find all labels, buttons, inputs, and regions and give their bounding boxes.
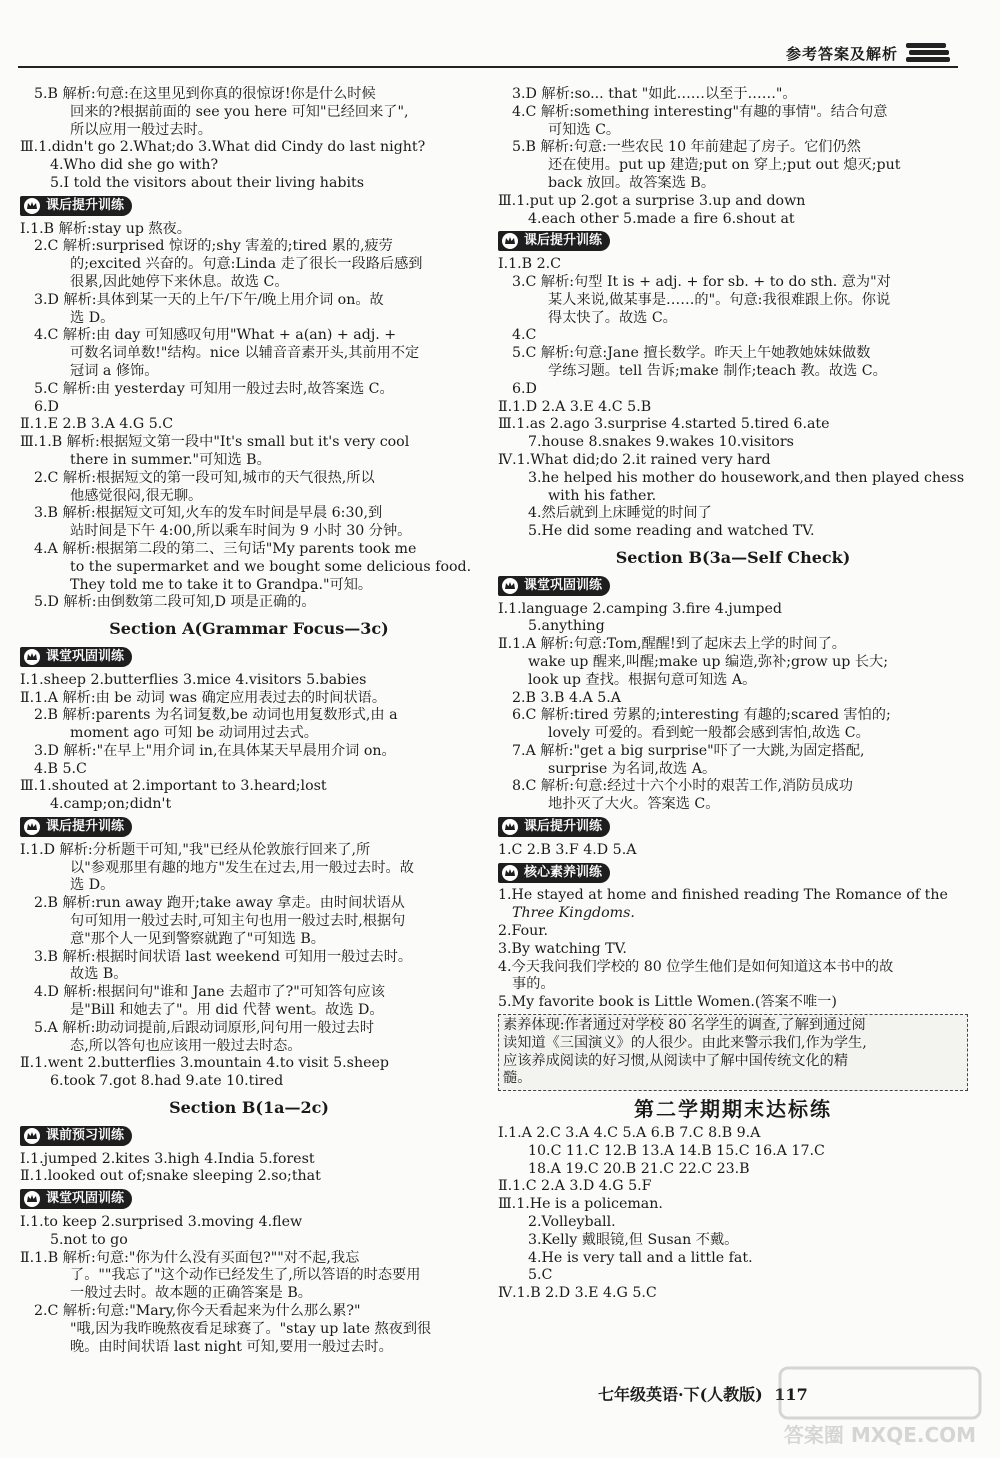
answer-line: 4.camp;on;didn't [50,796,172,813]
answer-line: 3.B 解析:根据时间状语 last weekend 可知用一般过去时。 [34,948,413,965]
answer-line: 5.B 解析:句意:一些农民 10 年前建起了房子。它们仍然 [512,139,861,156]
answer-line: Three Kingdoms. [512,905,635,922]
crown-icon [23,1127,41,1145]
answer-line: 8.C 解析:句意:经过十六个小时的艰苦工作,消防员成功 [512,778,853,795]
crown-icon [501,577,519,595]
answer-line: 可数名词单数!"结构。nice 以辅音音素开头,其前用不定 [70,345,420,362]
answer-line: 地扑灭了大火。答案选 C。 [548,796,720,813]
section-heading: Section B(3a—Self Check) [615,547,851,567]
note-line: 素养体现:作者通过对学校 80 名学生的调查,了解到通过阅 [503,1017,866,1034]
left-block-5 [20,1151,478,1187]
right-block-5 [498,887,968,1012]
note-line: 应该养成阅读的好习惯,从阅读中了解中国传统文化的精 [503,1052,849,1069]
answer-line: 4.Who did she go with? [50,157,219,174]
answer-line: 态,所以答句也应该用一般过去时态。 [70,1037,302,1054]
section-banner [498,863,610,883]
answer-line: 2.Four. [498,923,549,940]
answer-line: 4.A 解析:根据第二段的第二、三句话"My parents took me [34,540,417,557]
answer-line: 6.C 解析:tired 劳累的;interesting 有趣的;scared 害怕的; [512,707,891,724]
section-banner [20,196,132,216]
answer-line: 3.he helped his mother do housework,and then played chess [528,469,965,486]
answer-line: Ⅰ.1.jumped 2.kites 3.high 4.India 5.forest [20,1150,315,1167]
footer-book-title: 七年级英语·下(人教版) [598,1385,763,1404]
answer-line: 7.house 8.snakes 9.wakes 10.visitors [528,434,794,451]
answer-line: Ⅲ.1.put up 2.got a surprise 3.up and down [498,192,806,209]
answer-line: 5.C 解析:句意:Jane 擅长数学。昨天上午她教她妹妹做数 [512,345,871,362]
answer-line: 2.Volleyball. [528,1214,616,1231]
crown-icon [501,864,519,882]
answer-line: 还在使用。put up 建造;put on 穿上;put out 熄灭;put [548,157,901,174]
answer-line: 选 D。 [70,309,115,326]
answer-line: Ⅰ.1.to keep 2.surprised 3.moving 4.flew [20,1214,303,1231]
header-title: 参考答案及解析 [785,45,898,63]
answer-line: moment ago 可知 be 动词用过去式。 [70,725,318,742]
answer-line: 1.He stayed at home and finished reading The Romance of the [498,887,948,904]
answer-line: 一般过去时。故本题的正确答案是 B。 [70,1285,312,1302]
crown-icon [501,818,519,836]
answer-line: 4.He is very tall and a little fat. [528,1249,753,1266]
answer-line: 4.C 解析:由 day 可知感叹句用"What + a(an) + adj. + [34,327,397,344]
answer-line: surprise 为名词,故选 A。 [548,760,717,777]
answer-line: 他感觉很闷,很无聊。 [70,487,203,504]
answer-line: 4.D 解析:根据问句"谁和 Jane 去超市了?"可知答句应该 [34,984,385,1001]
answer-line: with his father. [548,487,657,504]
answer-line: to the supermarket and we bought some delicious food. [70,558,472,575]
right-block-6 [498,1125,968,1303]
answer-line: back 放回。故答案选 B。 [548,174,716,191]
banner-label: 课后提升训练 [524,233,603,249]
answer-line: Ⅰ.1.language 2.camping 3.fire 4.jumped [498,600,782,617]
answer-line: 2.B 解析:run away 跑开;take away 拿走。由时间状语从 [34,895,405,912]
section-banner [20,1189,132,1209]
answer-line: 5.My favorite book is Little Women.(答案不唯一) [498,994,837,1011]
section-heading: Section B(1a—2c) [169,1098,329,1118]
answer-line: 2.C 解析:surprised 惊讶的;shy 害羞的;tired 累的,疲劳 [34,238,393,255]
answer-line: Ⅱ.1.looked out of;snake sleeping 2.so;that [20,1168,321,1185]
answer-line: 故选 B。 [70,966,128,983]
answer-line: 5.C [528,1267,553,1284]
answer-line: Ⅲ.1.as 2.ago 3.surprise 4.started 5.tired 6.ate [498,416,830,433]
right-block-3 [498,601,968,815]
crown-icon [23,197,41,215]
answer-line: 5.B 解析:句意:在这里见到你真的很惊讶!你是什么时候 [34,86,376,102]
left-block-6 [20,1214,478,1356]
answer-line: 4.然后就到上床睡觉的时间了 [528,505,712,522]
answer-line: 5.not to go [50,1231,128,1248]
answer-line: there in summer."可知选 B。 [70,451,271,468]
answer-line: Ⅱ.1.E 2.B 3.A 4.G 5.C [20,416,174,433]
answer-line: 选 D。 [70,877,115,894]
crown-icon [23,818,41,836]
answer-line: 所以应用一般过去时。 [70,121,212,138]
banner-label: 课前预习训练 [46,1127,125,1143]
answer-line: Ⅰ.1.sheep 2.butterflies 3.mice 4.visitors 5.babies [20,671,367,688]
answer-line: look up 查找。根据句意可知选 A。 [528,671,757,688]
left-column [20,86,478,1356]
answer-line: Ⅰ.1.B 解析:stay up 熬夜。 [20,220,191,237]
crown-icon [23,648,41,666]
answer-line: Ⅳ.1.What did;do 2.it rained very hard [498,451,771,468]
crown-icon [501,232,519,250]
answer-line: Ⅱ.1.D 2.A 3.E 4.C 5.B [498,398,652,415]
banner-label: 课后提升训练 [524,819,603,835]
answer-line: 2.C 解析:根据短文的第一段可知,城市的天气很热,所以 [34,469,375,486]
left-block-2 [20,221,478,613]
right-column [498,86,968,1303]
literacy-note-box [498,1014,968,1091]
answer-line: 5.He did some reading and watched TV. [528,523,815,540]
answer-line: 学练习题。tell 告诉;make 制作;teach 教。故选 C。 [548,362,887,379]
answer-line: 6.took 7.got 8.had 9.ate 10.tired [50,1073,284,1090]
right-block-4 [498,842,968,860]
answer-line: 可知选 C。 [548,121,621,138]
answer-line: 3.C 解析:句型 It is + adj. + for sb. + to do sth. 意为"对 [512,273,891,290]
answer-line: 5.I told the visitors about their living habits [50,174,365,191]
right-block-1 [498,86,968,228]
section-banner [20,817,132,837]
answer-line: 1.C 2.B 3.F 4.D 5.A [498,841,637,858]
answer-line: 3.D 解析:具体到某一天的上午/下午/晚上用介词 on。故 [34,291,384,308]
exam-title: 第二学期期末达标练 [634,1097,832,1122]
answer-line: 5.D 解析:由倒数第二段可知,D 项是正确的。 [34,594,316,611]
answer-line: 回来的?根据前面的 see you here 可知"已经回来了", [70,103,409,120]
answer-line: 4.each other 5.made a fire 6.shout at [528,210,795,227]
right-block-2 [498,256,968,541]
answer-line: Ⅱ.1.A 解析:由 be 动词 was 确定应用表过去的时间状语。 [20,689,387,706]
answer-line: 意"那个人一见到警察就跑了"可知选 B。 [70,930,325,947]
answer-line: Ⅲ.1.He is a policeman. [498,1196,663,1213]
answer-line: 3.By watching TV. [498,940,627,957]
crown-icon [23,1190,41,1208]
section-heading: Section A(Grammar Focus—3c) [109,619,389,639]
section-banner [20,1126,132,1146]
answer-line: 4.C [512,327,537,344]
answer-line: Ⅰ.1.B 2.C [498,256,561,273]
answer-line: 某人来说,做某事是……的"。句意:我很难跟上你。你说 [548,291,891,308]
left-block-4 [20,842,478,1091]
answer-line: 4.B 5.C [34,760,87,777]
watermark-logo [770,1362,990,1452]
answer-line: Ⅲ.1.shouted at 2.important to 3.heard;lost [20,778,327,795]
answer-line: 6.D [512,380,537,397]
answer-line: 6.D [34,398,59,415]
note-line: 髓。 [503,1070,532,1087]
answer-line: Ⅲ.1.B 解析:根据短文第一段中"It's small but it's very cool [20,434,410,451]
section-banner [498,817,610,837]
answer-line: 3.B 解析:根据短文可知,火车的发车时间是早晨 6:30,到 [34,505,383,522]
answer-line: 18.A 19.C 20.B 21.C 22.C 23.B [528,1160,750,1177]
answer-line: Ⅰ.1.A 2.C 3.A 4.C 5.A 6.B 7.C 8.B 9.A [498,1125,761,1142]
answer-line: 以"参观那里有趣的地方"发生在过去,用一般过去时。故 [70,859,414,876]
banner-label: 课后提升训练 [46,197,125,213]
answer-line: 5.C 解析:由 yesterday 可知用一般过去时,故答案选 C。 [34,380,394,397]
books-icon [904,40,954,66]
answer-line: 4.今天我问我们学校的 80 位学生他们是如何知道这本书中的故 [498,958,894,975]
banner-label: 课堂巩固训练 [524,577,603,593]
section-banner [498,231,610,251]
answer-line: Ⅱ.1.B 解析:句意:"你为什么没有买面包?""对不起,我忘 [20,1249,360,1266]
left-block-1 [20,86,478,193]
banner-label: 课堂巩固训练 [46,649,125,664]
answer-line: Ⅱ.1.C 2.A 3.D 4.G 5.F [498,1178,652,1195]
left-block-3 [20,672,478,814]
answer-line: Ⅱ.1.went 2.butterflies 3.mountain 4.to visit 5.sheep [20,1055,389,1072]
banner-label: 课后提升训练 [46,819,125,835]
answer-line: 5.A 解析:助动词提前,后跟动词原形,问句用一般过去时 [34,1019,375,1036]
answer-line: 2.B 3.B 4.A 5.A [512,689,622,706]
page-number: 117 [774,1385,808,1404]
section-banner [20,647,132,667]
answer-line: lovely 可爱的。看到蛇一般都会感到害怕,故选 C。 [548,725,870,742]
answer-line: 晚。由时间状语 last night 可知,要用一般过去时。 [70,1338,393,1355]
answer-line: wake up 醒来,叫醒;make up 编造,弥补;grow up 长大; [528,653,889,670]
answer-line: 10.C 11.C 12.B 13.A 14.B 15.C 16.A 17.C [528,1142,825,1159]
answer-line: 句可知用一般过去时,可知主句也用一般过去时,根据句 [70,913,406,930]
banner-label: 核心素养训练 [524,864,603,880]
answer-line: 4.C 解析:something interesting"有趣的事情"。结合句意 [512,103,888,120]
answer-line: 5.anything [528,618,605,635]
answer-line: 站时间是下午 4:00,所以乘车时间为 9 小时 30 分钟。 [70,523,412,540]
watermark-text: 答案圈 MXQE.COM [783,1423,977,1447]
page-header [18,36,958,68]
answer-line: 3.D 解析:"在早上"用介词 in,在具体某天早晨用介词 on。 [34,742,396,759]
answer-line: 事的。 [512,976,555,993]
banner-label: 课堂巩固训练 [46,1191,125,1207]
answer-line: 3.D 解析:so... that "如此……以至于……"。 [512,86,797,102]
note-line: 读知道《三国演义》的人很少。由此来警示我们,作为学生, [503,1034,867,1051]
answer-line: 是"Bill 和她去了"。用 did 代替 went。故选 D。 [70,1002,384,1019]
answer-line: They told me to take it to Grandpa."可知。 [70,576,373,593]
answer-line: 的;excited 兴奋的。句意:Linda 走了很长一段路后感到 [70,256,423,273]
answer-line: 很累,因此她停下来休息。故选 C。 [70,273,289,290]
answer-line: 冠词 a 修饰。 [70,362,159,379]
answer-line: 2.C 解析:句意:"Mary,你今天看起来为什么那么累?" [34,1303,361,1319]
answer-line: 3.Kelly 戴眼镜,但 Susan 不戴。 [528,1231,739,1248]
section-banner [498,576,610,596]
answer-line: Ⅲ.1.didn't go 2.What;do 3.What did Cindy do last night? [20,139,426,156]
answer-line: 7.A 解析:"get a big surprise"吓了一大跳,为固定搭配, [512,742,865,759]
answer-line: Ⅰ.1.D 解析:分析题干可知,"我"已经从伦敦旅行回来了,所 [20,841,371,858]
answer-line: 了。""我忘了"这个动作已经发生了,所以答语的时态要用 [70,1267,421,1284]
answer-line: "哦,因为我昨晚熬夜看足球赛了。"stay up late 熬夜到很 [70,1320,432,1337]
answer-line: 2.B 解析:parents 为名词复数,be 动词也用复数形式,由 a [34,707,398,724]
answer-line: Ⅱ.1.A 解析:句意:Tom,醒醒!到了起床去上学的时间了。 [498,636,846,653]
answer-line: Ⅳ.1.B 2.D 3.E 4.G 5.C [498,1285,657,1302]
answer-line: 得太快了。故选 C。 [548,309,677,326]
